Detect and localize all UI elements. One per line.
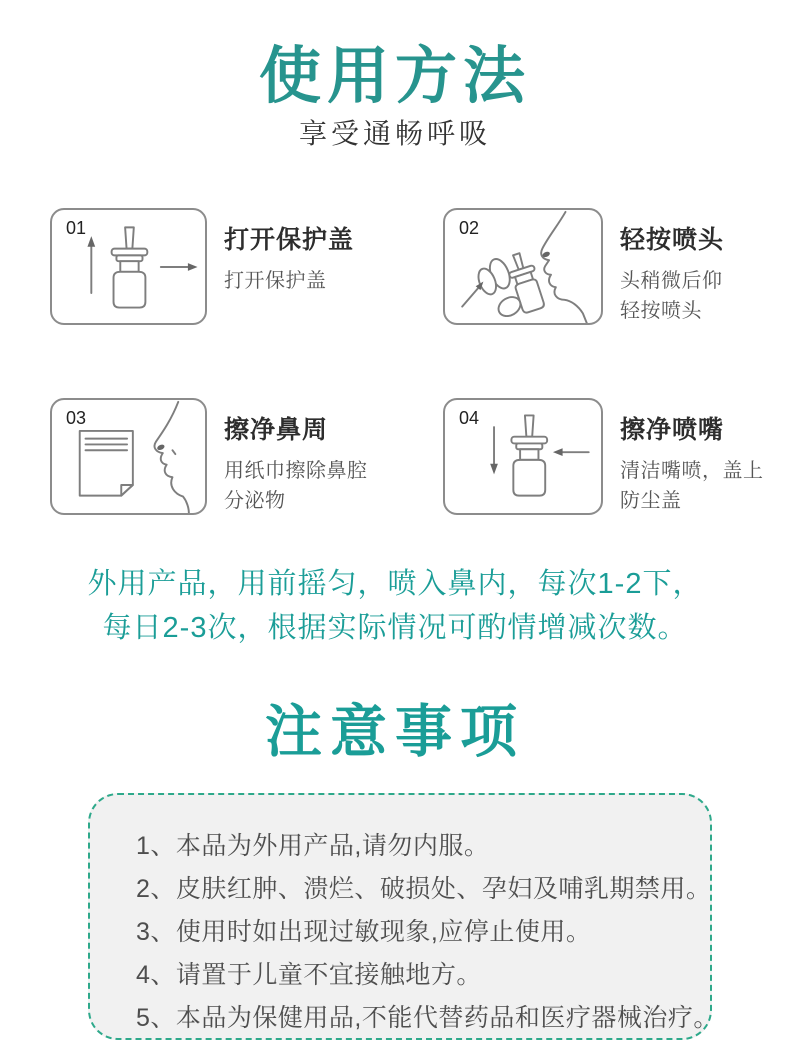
step-item-2 (443, 208, 790, 326)
step2-title: 轻按喷头 (620, 226, 725, 254)
usage-note (0, 562, 790, 650)
step3-title: 擦净鼻周 (224, 416, 329, 444)
notice-item-5: 5、本品为保健用品,不能代替药品和医疗器械治疗。 (136, 1004, 719, 1032)
step1-text (224, 208, 404, 296)
step2-illustration-box (443, 208, 603, 325)
step2-number: 02 (459, 218, 480, 238)
step2-description: 头稍微后仰 轻按喷头 (620, 270, 723, 322)
step-item-1 (50, 208, 404, 325)
step-item-4 (443, 398, 790, 516)
step-item-3 (50, 398, 404, 516)
step4-number: 04 (459, 408, 480, 428)
step1-number: 01 (66, 218, 87, 238)
notice-box (88, 793, 719, 1040)
step1-title: 打开保护盖 (224, 226, 355, 254)
step1-illustration-box (50, 208, 207, 325)
step3-description: 用纸巾擦除鼻腔 分泌物 (224, 460, 368, 512)
step4-text (620, 398, 790, 516)
step4-title: 擦净喷嘴 (620, 416, 725, 444)
notice-item-2: 2、皮肤红肿、溃烂、破损处、孕妇及哺乳期禁用。 (136, 875, 712, 903)
step2-text (620, 208, 790, 326)
page-subtitle: 享受通畅呼吸 (298, 118, 491, 149)
step3-text (224, 398, 404, 516)
step4-description: 清洁嘴喷，盖上 防尘盖 (620, 460, 764, 512)
usage-note-line2: 每日2-3次，根据实际情况可酌情增减次数。 (102, 612, 688, 644)
notice-item-4: 4、请置于儿童不宜接触地方。 (136, 961, 482, 989)
step4-illustration-box (443, 398, 603, 515)
notice-item-1: 1、本品为外用产品,请勿内服。 (136, 832, 490, 860)
step1-description: 打开保护盖 (224, 270, 327, 292)
notice-item-3: 3、使用时如出现过敏现象,应停止使用。 (136, 918, 592, 946)
notice-title: 注意事项 (265, 700, 525, 764)
usage-note-line1: 外用产品，用前摇匀，喷入鼻内，每次1-2下， (87, 568, 703, 600)
page-title: 使用方法 (258, 42, 531, 111)
step3-number: 03 (66, 408, 87, 428)
step3-illustration-box (50, 398, 207, 515)
